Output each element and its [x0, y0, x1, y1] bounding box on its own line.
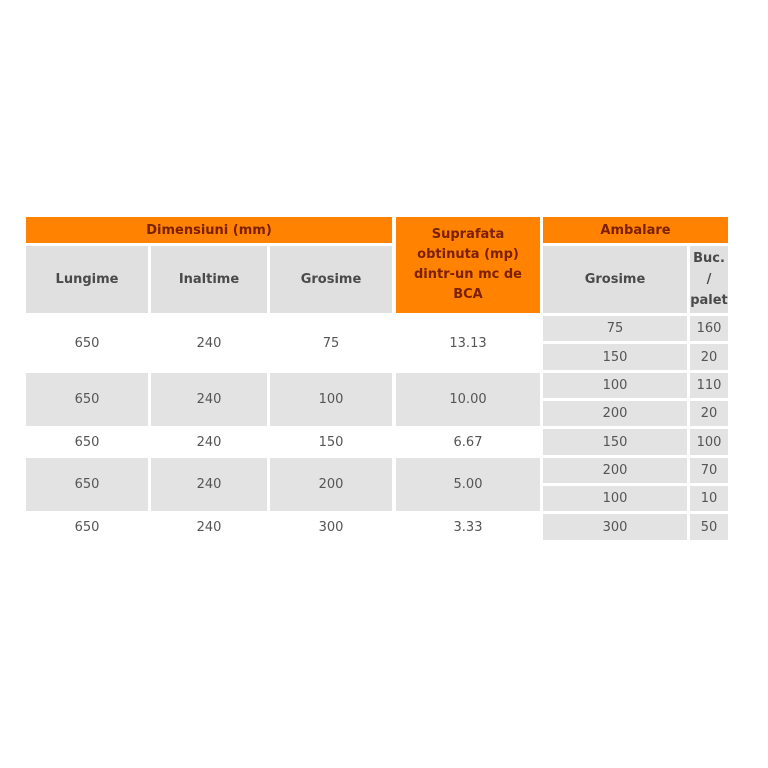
- header-grosime: Grosime: [270, 246, 392, 313]
- row5-suprafata: 3.33: [396, 514, 540, 540]
- header-lungime: Lungime: [26, 246, 148, 313]
- header-inaltime: Inaltime: [151, 246, 267, 313]
- ambalare-row6-buc: 70: [690, 458, 728, 483]
- row3-lungime: 650: [26, 429, 148, 455]
- row3-suprafata: 6.67: [396, 429, 540, 455]
- ambalare-row3-buc: 110: [690, 373, 728, 398]
- row4-inaltime: 240: [151, 458, 267, 511]
- row4-lungime: 650: [26, 458, 148, 511]
- row2-inaltime: 240: [151, 373, 267, 426]
- ambalare-row2-grosime: 150: [543, 344, 687, 370]
- ambalare-row3-grosime: 100: [543, 373, 687, 398]
- row1-inaltime: 240: [151, 316, 267, 370]
- row3-inaltime: 240: [151, 429, 267, 455]
- ambalare-row6-grosime: 200: [543, 458, 687, 483]
- row1-lungime: 650: [26, 316, 148, 370]
- header-dimensiuni: Dimensiuni (mm): [26, 217, 392, 243]
- row5-inaltime: 240: [151, 514, 267, 540]
- row3-grosime: 150: [270, 429, 392, 455]
- row2-lungime: 650: [26, 373, 148, 426]
- header-buc-line1: Buc.: [693, 251, 725, 266]
- ambalare-row5-grosime: 150: [543, 429, 687, 455]
- ambalare-row2-buc: 20: [690, 344, 728, 370]
- ambalare-row7-buc: 10: [690, 486, 728, 511]
- ambalare-row7-grosime: 100: [543, 486, 687, 511]
- row5-lungime: 650: [26, 514, 148, 540]
- header-buc-line3: palet: [690, 293, 728, 308]
- ambalare-row4-grosime: 200: [543, 401, 687, 426]
- ambalare-row1-grosime: 75: [543, 316, 687, 341]
- ambalare-row8-buc: 50: [690, 514, 728, 540]
- ambalare-row4-buc: 20: [690, 401, 728, 426]
- ambalare-row8-grosime: 300: [543, 514, 687, 540]
- ambalare-row1-buc: 160: [690, 316, 728, 341]
- header-ambalare-grosime: Grosime: [543, 246, 687, 313]
- header-suprafata-text: Suprafata obtinuta (mp) dintr-un mc de BCA: [414, 227, 522, 302]
- row1-grosime: 75: [270, 316, 392, 370]
- row1-suprafata: 13.13: [396, 316, 540, 370]
- row4-suprafata: 5.00: [396, 458, 540, 511]
- row2-suprafata: 10.00: [396, 373, 540, 426]
- ambalare-row5-buc: 100: [690, 429, 728, 455]
- header-buc-line2: /: [706, 272, 712, 287]
- header-buc-palet: [690, 246, 728, 313]
- row2-grosime: 100: [270, 373, 392, 426]
- row4-grosime: 200: [270, 458, 392, 511]
- header-suprafata: [396, 217, 540, 313]
- row5-grosime: 300: [270, 514, 392, 540]
- header-ambalare: Ambalare: [543, 217, 728, 243]
